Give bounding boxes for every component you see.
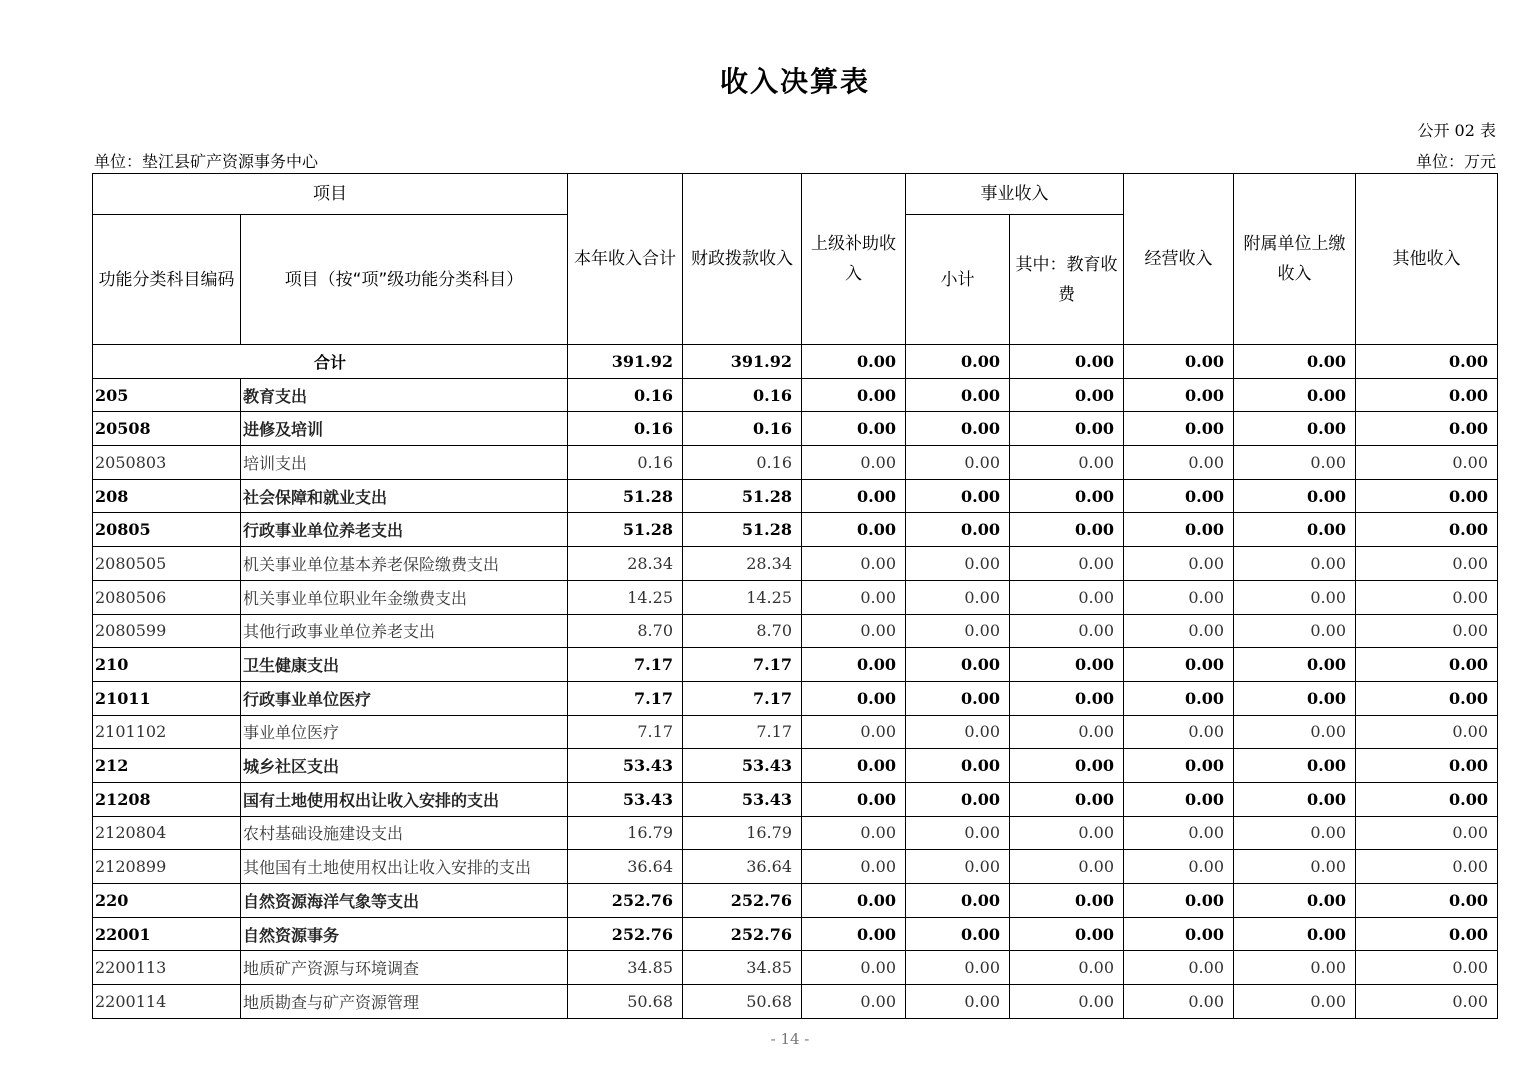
value-cell: 0.16 [683, 412, 802, 446]
value-cell: 0.00 [1234, 749, 1356, 783]
value-cell: 0.00 [1234, 547, 1356, 581]
table-body [93, 345, 1498, 1019]
value-cell: 7.17 [568, 648, 683, 682]
code-cell: 22001 [93, 917, 241, 951]
value-cell: 0.00 [802, 884, 906, 918]
total-cell: 0.00 [802, 345, 906, 379]
value-cell: 0.00 [802, 412, 906, 446]
value-cell: 0.00 [1234, 378, 1356, 412]
value-cell: 0.00 [802, 547, 906, 581]
value-cell: 0.00 [906, 850, 1010, 884]
value-cell: 0.00 [1356, 985, 1498, 1019]
table-row [93, 749, 1498, 783]
value-cell: 0.00 [1010, 985, 1124, 1019]
name-cell: 进修及培训 [241, 412, 568, 446]
code-cell: 2101102 [93, 715, 241, 749]
value-cell: 34.85 [568, 951, 683, 985]
header-operating: 经营收入 [1124, 174, 1234, 345]
value-cell: 7.17 [683, 648, 802, 682]
reporting-unit: 单位：垫江县矿产资源事务中心 [94, 152, 319, 171]
value-cell: 0.00 [906, 446, 1010, 480]
value-cell: 0.00 [1124, 547, 1234, 581]
value-cell: 0.00 [1010, 547, 1124, 581]
value-cell: 0.00 [1356, 614, 1498, 648]
value-cell: 0.00 [1124, 479, 1234, 513]
value-cell: 8.70 [683, 614, 802, 648]
name-cell: 事业单位医疗 [241, 715, 568, 749]
value-cell: 0.00 [1356, 446, 1498, 480]
total-cell: 0.00 [1234, 345, 1356, 379]
value-cell: 0.00 [1124, 749, 1234, 783]
value-cell: 0.00 [1234, 917, 1356, 951]
value-cell: 51.28 [568, 479, 683, 513]
header-fiscal: 财政拨款收入 [683, 174, 802, 345]
table-row [93, 681, 1498, 715]
value-cell: 0.00 [906, 782, 1010, 816]
value-cell: 252.76 [683, 884, 802, 918]
value-cell: 0.00 [1234, 816, 1356, 850]
value-cell: 0.00 [1234, 648, 1356, 682]
value-cell: 0.00 [1124, 648, 1234, 682]
value-cell: 0.00 [1234, 850, 1356, 884]
value-cell: 0.00 [906, 580, 1010, 614]
value-cell: 0.00 [1124, 951, 1234, 985]
value-cell: 0.00 [1010, 412, 1124, 446]
value-cell: 0.00 [1124, 614, 1234, 648]
value-cell: 0.00 [1010, 681, 1124, 715]
table-row [93, 446, 1498, 480]
name-cell: 卫生健康支出 [241, 648, 568, 682]
code-cell: 2200114 [93, 985, 241, 1019]
value-cell: 0.00 [1356, 580, 1498, 614]
header-code: 功能分类科目编码 [93, 215, 241, 345]
value-cell: 8.70 [568, 614, 683, 648]
value-cell: 0.00 [802, 917, 906, 951]
total-cell: 0.00 [1124, 345, 1234, 379]
value-cell: 53.43 [683, 782, 802, 816]
value-cell: 0.00 [1124, 884, 1234, 918]
name-cell: 培训支出 [241, 446, 568, 480]
value-cell: 0.00 [1124, 513, 1234, 547]
name-cell: 其他国有土地使用权出让收入安排的支出 [241, 850, 568, 884]
total-cell: 0.00 [906, 345, 1010, 379]
value-cell: 0.00 [1124, 681, 1234, 715]
value-cell: 0.16 [683, 378, 802, 412]
value-cell: 28.34 [683, 547, 802, 581]
code-cell: 2080599 [93, 614, 241, 648]
total-cell: 0.00 [1010, 345, 1124, 379]
value-cell: 0.00 [1010, 884, 1124, 918]
value-cell: 0.00 [1234, 681, 1356, 715]
value-cell: 0.00 [1124, 446, 1234, 480]
value-cell: 0.00 [1010, 917, 1124, 951]
table-row [93, 782, 1498, 816]
name-cell: 行政事业单位医疗 [241, 681, 568, 715]
value-cell: 0.00 [1234, 479, 1356, 513]
code-cell: 2050803 [93, 446, 241, 480]
value-cell: 252.76 [568, 884, 683, 918]
value-cell: 0.00 [1234, 412, 1356, 446]
value-cell: 0.00 [1010, 378, 1124, 412]
value-cell: 0.00 [1356, 681, 1498, 715]
table-row [93, 378, 1498, 412]
value-cell: 0.00 [1234, 446, 1356, 480]
value-cell: 0.00 [1234, 782, 1356, 816]
code-cell: 21011 [93, 681, 241, 715]
value-cell: 0.00 [906, 951, 1010, 985]
value-cell: 0.16 [683, 446, 802, 480]
code-cell: 205 [93, 378, 241, 412]
total-label: 合计 [93, 345, 568, 379]
value-cell: 0.00 [906, 412, 1010, 446]
header-superior: 上级补助收入 [802, 174, 906, 345]
form-number: 公开 02 表 [1417, 121, 1496, 140]
name-cell: 地质勘查与矿产资源管理 [241, 985, 568, 1019]
value-cell: 51.28 [683, 513, 802, 547]
table-header [93, 174, 1498, 345]
value-cell: 50.68 [683, 985, 802, 1019]
value-cell: 0.00 [1234, 985, 1356, 1019]
value-cell: 0.00 [906, 884, 1010, 918]
name-cell: 行政事业单位养老支出 [241, 513, 568, 547]
value-cell: 0.00 [906, 378, 1010, 412]
value-cell: 0.00 [1356, 816, 1498, 850]
value-cell: 0.16 [568, 446, 683, 480]
header-other: 其他收入 [1356, 174, 1498, 345]
value-cell: 0.00 [1356, 513, 1498, 547]
code-cell: 20508 [93, 412, 241, 446]
code-cell: 2120899 [93, 850, 241, 884]
header-item: 项目 [93, 174, 568, 215]
value-cell: 0.00 [1356, 715, 1498, 749]
code-cell: 210 [93, 648, 241, 682]
value-cell: 53.43 [568, 749, 683, 783]
value-cell: 0.00 [1010, 648, 1124, 682]
code-cell: 20805 [93, 513, 241, 547]
value-cell: 0.00 [1356, 749, 1498, 783]
value-cell: 34.85 [683, 951, 802, 985]
header-total: 本年收入合计 [568, 174, 683, 345]
value-cell: 0.00 [906, 985, 1010, 1019]
currency-unit: 单位：万元 [1415, 152, 1496, 171]
value-cell: 53.43 [568, 782, 683, 816]
value-cell: 0.00 [802, 681, 906, 715]
value-cell: 7.17 [568, 715, 683, 749]
value-cell: 0.00 [1234, 884, 1356, 918]
value-cell: 0.00 [906, 648, 1010, 682]
value-cell: 16.79 [683, 816, 802, 850]
value-cell: 0.00 [1234, 614, 1356, 648]
value-cell: 14.25 [683, 580, 802, 614]
header-affiliated: 附属单位上缴收入 [1234, 174, 1356, 345]
value-cell: 50.68 [568, 985, 683, 1019]
code-cell: 2120804 [93, 816, 241, 850]
table-row [93, 547, 1498, 581]
value-cell: 0.00 [1010, 614, 1124, 648]
value-cell: 0.00 [802, 782, 906, 816]
value-cell: 0.00 [1356, 884, 1498, 918]
value-cell: 0.00 [906, 547, 1010, 581]
name-cell: 农村基础设施建设支出 [241, 816, 568, 850]
total-row [93, 345, 1498, 379]
value-cell: 0.16 [568, 378, 683, 412]
value-cell: 0.00 [802, 749, 906, 783]
table-row [93, 412, 1498, 446]
name-cell: 地质矿产资源与环境调查 [241, 951, 568, 985]
value-cell: 0.00 [802, 580, 906, 614]
value-cell: 0.00 [1124, 985, 1234, 1019]
code-cell: 2080506 [93, 580, 241, 614]
name-cell: 机关事业单位基本养老保险缴费支出 [241, 547, 568, 581]
value-cell: 7.17 [568, 681, 683, 715]
value-cell: 0.00 [802, 648, 906, 682]
value-cell: 0.00 [802, 513, 906, 547]
total-cell: 391.92 [683, 345, 802, 379]
table-row [93, 513, 1498, 547]
name-cell: 教育支出 [241, 378, 568, 412]
value-cell: 0.00 [1124, 412, 1234, 446]
value-cell: 0.00 [1010, 513, 1124, 547]
value-cell: 0.00 [1010, 951, 1124, 985]
code-cell: 220 [93, 884, 241, 918]
value-cell: 0.00 [802, 850, 906, 884]
code-cell: 2080505 [93, 547, 241, 581]
value-cell: 0.00 [1010, 479, 1124, 513]
value-cell: 7.17 [683, 715, 802, 749]
value-cell: 0.00 [1010, 715, 1124, 749]
value-cell: 0.00 [1356, 378, 1498, 412]
value-cell: 0.00 [1124, 816, 1234, 850]
table-row [93, 614, 1498, 648]
value-cell: 0.00 [1356, 547, 1498, 581]
value-cell: 51.28 [683, 479, 802, 513]
value-cell: 0.00 [906, 681, 1010, 715]
value-cell: 0.00 [1010, 749, 1124, 783]
value-cell: 0.00 [1010, 580, 1124, 614]
value-cell: 16.79 [568, 816, 683, 850]
value-cell: 0.00 [802, 614, 906, 648]
value-cell: 0.00 [1010, 850, 1124, 884]
value-cell: 0.00 [906, 614, 1010, 648]
value-cell: 0.00 [906, 513, 1010, 547]
value-cell: 53.43 [683, 749, 802, 783]
value-cell: 36.64 [568, 850, 683, 884]
value-cell: 0.00 [906, 917, 1010, 951]
header-subtotal: 小计 [906, 215, 1010, 345]
name-cell: 自然资源事务 [241, 917, 568, 951]
header-name: 项目（按“项”级功能分类科目） [241, 215, 568, 345]
table-row [93, 985, 1498, 1019]
value-cell: 0.00 [802, 479, 906, 513]
value-cell: 0.00 [1124, 378, 1234, 412]
value-cell: 0.00 [1356, 917, 1498, 951]
value-cell: 0.00 [802, 378, 906, 412]
value-cell: 0.00 [1234, 951, 1356, 985]
value-cell: 0.00 [1010, 816, 1124, 850]
code-cell: 21208 [93, 782, 241, 816]
table-row [93, 917, 1498, 951]
name-cell: 其他行政事业单位养老支出 [241, 614, 568, 648]
value-cell: 0.00 [1356, 648, 1498, 682]
value-cell: 252.76 [568, 917, 683, 951]
code-cell: 212 [93, 749, 241, 783]
value-cell: 28.34 [568, 547, 683, 581]
value-cell: 0.00 [906, 749, 1010, 783]
total-cell: 0.00 [1356, 345, 1498, 379]
value-cell: 0.00 [802, 446, 906, 480]
value-cell: 7.17 [683, 681, 802, 715]
value-cell: 0.00 [1124, 715, 1234, 749]
table-row [93, 951, 1498, 985]
value-cell: 0.00 [1124, 580, 1234, 614]
value-cell: 0.00 [906, 479, 1010, 513]
value-cell: 0.16 [568, 412, 683, 446]
header-edu: 其中：教育收费 [1010, 215, 1124, 345]
value-cell: 0.00 [802, 985, 906, 1019]
value-cell: 0.00 [802, 951, 906, 985]
page-number: - 14 - [770, 1030, 810, 1048]
table-row [93, 850, 1498, 884]
value-cell: 0.00 [906, 715, 1010, 749]
value-cell: 0.00 [1356, 782, 1498, 816]
value-cell: 252.76 [683, 917, 802, 951]
code-cell: 2200113 [93, 951, 241, 985]
value-cell: 0.00 [1356, 951, 1498, 985]
value-cell: 0.00 [1234, 513, 1356, 547]
name-cell: 城乡社区支出 [241, 749, 568, 783]
table-row [93, 884, 1498, 918]
value-cell: 0.00 [1234, 580, 1356, 614]
value-cell: 0.00 [1010, 782, 1124, 816]
table-row [93, 715, 1498, 749]
table-row [93, 580, 1498, 614]
income-table [92, 173, 1498, 1019]
name-cell: 机关事业单位职业年金缴费支出 [241, 580, 568, 614]
value-cell: 0.00 [1356, 850, 1498, 884]
header-business: 事业收入 [906, 174, 1124, 215]
value-cell: 0.00 [1124, 917, 1234, 951]
value-cell: 0.00 [802, 715, 906, 749]
name-cell: 国有土地使用权出让收入安排的支出 [241, 782, 568, 816]
table-row [93, 816, 1498, 850]
total-cell: 391.92 [568, 345, 683, 379]
value-cell: 0.00 [1356, 412, 1498, 446]
name-cell: 自然资源海洋气象等支出 [241, 884, 568, 918]
value-cell: 0.00 [1010, 446, 1124, 480]
name-cell: 社会保障和就业支出 [241, 479, 568, 513]
table-row [93, 648, 1498, 682]
value-cell: 0.00 [1124, 850, 1234, 884]
value-cell: 14.25 [568, 580, 683, 614]
value-cell: 0.00 [802, 816, 906, 850]
code-cell: 208 [93, 479, 241, 513]
value-cell: 0.00 [1356, 479, 1498, 513]
value-cell: 0.00 [906, 816, 1010, 850]
value-cell: 0.00 [1234, 715, 1356, 749]
value-cell: 36.64 [683, 850, 802, 884]
table-row [93, 479, 1498, 513]
page-title: 收入决算表 [719, 65, 870, 98]
value-cell: 51.28 [568, 513, 683, 547]
value-cell: 0.00 [1124, 782, 1234, 816]
